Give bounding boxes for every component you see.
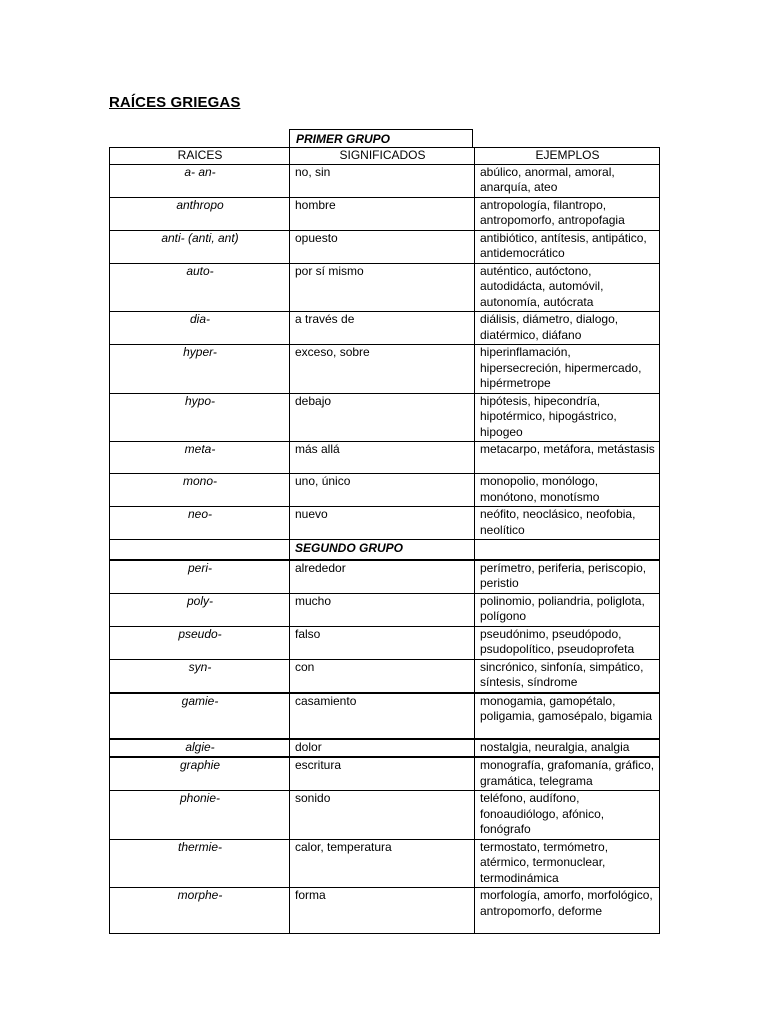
table-row	[110, 442, 660, 474]
table-row	[110, 197, 660, 230]
examples-cell: monografía, grafomanía, gráfico, gramática, telegrama	[475, 757, 660, 791]
root-cell: graphie	[110, 757, 290, 791]
meaning-cell: dolor	[290, 739, 475, 758]
table-row	[110, 164, 660, 197]
examples-cell: monogamia, gamopétalo, poligamia, gamosépalo, bigamia	[475, 693, 660, 739]
root-cell: algie-	[110, 739, 290, 758]
meaning-cell: con	[290, 659, 475, 693]
first-group-label: PRIMER GRUPO	[289, 129, 473, 148]
group-spacer-cell	[475, 540, 660, 560]
table-header-row	[110, 148, 660, 165]
document-title: RAÍCES GRIEGAS	[109, 94, 241, 111]
root-cell: poly-	[110, 593, 290, 626]
examples-cell: metacarpo, metáfora, metástasis	[475, 442, 660, 474]
meaning-cell: más allá	[290, 442, 475, 474]
meaning-cell: opuesto	[290, 230, 475, 263]
root-cell: hypo-	[110, 393, 290, 442]
examples-cell: antibiótico, antítesis, antipático, antidemocrático	[475, 230, 660, 263]
meaning-cell: a través de	[290, 312, 475, 345]
root-cell: gamie-	[110, 693, 290, 739]
table-row	[110, 757, 660, 791]
table-row	[110, 230, 660, 263]
meaning-cell: calor, temperatura	[290, 839, 475, 888]
table-row	[110, 659, 660, 693]
examples-cell: antropología, filantropo, antropomorfo, antropofagia	[475, 197, 660, 230]
second-group-row	[110, 540, 660, 560]
table-row	[110, 474, 660, 507]
examples-cell: hipótesis, hipecondría, hipotérmico, hipogástrico, hipogeo	[475, 393, 660, 442]
examples-cell: diálisis, diámetro, dialogo, diatérmico, diáfano	[475, 312, 660, 345]
examples-cell: pseudónimo, pseudópodo, psudopolítico, pseudoprofeta	[475, 626, 660, 659]
root-cell: meta-	[110, 442, 290, 474]
examples-cell: auténtico, autóctono, autodidácta, automóvil, autonomía, autócrata	[475, 263, 660, 312]
meaning-cell: hombre	[290, 197, 475, 230]
meaning-cell: falso	[290, 626, 475, 659]
meaning-cell: forma	[290, 888, 475, 934]
table-row	[110, 263, 660, 312]
examples-cell: sincrónico, sinfonía, simpático, síntesis, síndrome	[475, 659, 660, 693]
header-roots: RAICES	[110, 148, 290, 165]
table-row	[110, 791, 660, 840]
greek-roots-table	[109, 147, 660, 934]
root-cell: auto-	[110, 263, 290, 312]
root-cell: morphe-	[110, 888, 290, 934]
meaning-cell: casamiento	[290, 693, 475, 739]
root-cell: phonie-	[110, 791, 290, 840]
table-row	[110, 312, 660, 345]
examples-cell: monopolio, monólogo, monótono, monotísmo	[475, 474, 660, 507]
meaning-cell: uno, único	[290, 474, 475, 507]
meaning-cell: debajo	[290, 393, 475, 442]
root-cell: hyper-	[110, 345, 290, 394]
header-meanings: SIGNIFICADOS	[290, 148, 475, 165]
table-row	[110, 739, 660, 758]
root-cell: syn-	[110, 659, 290, 693]
table-row	[110, 839, 660, 888]
root-cell: a- an-	[110, 164, 290, 197]
meaning-cell: escritura	[290, 757, 475, 791]
root-cell: anti- (anti, ant)	[110, 230, 290, 263]
meaning-cell: alrededor	[290, 560, 475, 594]
root-cell: mono-	[110, 474, 290, 507]
examples-cell: teléfono, audífono, fonoaudiólogo, afónico, fonógrafo	[475, 791, 660, 840]
root-cell: neo-	[110, 507, 290, 540]
table-row	[110, 593, 660, 626]
meaning-cell: no, sin	[290, 164, 475, 197]
root-cell: thermie-	[110, 839, 290, 888]
examples-cell: nostalgia, neuralgia, analgia	[475, 739, 660, 758]
table-row	[110, 393, 660, 442]
examples-cell: perímetro, periferia, periscopio, peristio	[475, 560, 660, 594]
examples-cell: termostato, termómetro, atérmico, termonuclear, termodinámica	[475, 839, 660, 888]
examples-cell: neófito, neoclásico, neofobia, neolítico	[475, 507, 660, 540]
root-cell: anthropo	[110, 197, 290, 230]
examples-cell: morfología, amorfo, morfológico, antropomorfo, deforme	[475, 888, 660, 934]
meaning-cell: nuevo	[290, 507, 475, 540]
root-cell: pseudo-	[110, 626, 290, 659]
header-examples: EJEMPLOS	[475, 148, 660, 165]
table-row	[110, 626, 660, 659]
table-row	[110, 560, 660, 594]
examples-cell: polinomio, poliandria, poliglota, polígono	[475, 593, 660, 626]
root-cell: peri-	[110, 560, 290, 594]
meaning-cell: por sí mismo	[290, 263, 475, 312]
examples-cell: abúlico, anormal, amoral, anarquía, ateo	[475, 164, 660, 197]
meaning-cell: sonido	[290, 791, 475, 840]
table-row	[110, 888, 660, 934]
examples-cell: hiperinflamación, hipersecreción, hipermercado, hipérmetrope	[475, 345, 660, 394]
table-row	[110, 507, 660, 540]
meaning-cell: mucho	[290, 593, 475, 626]
table-row	[110, 345, 660, 394]
second-group-label: SEGUNDO GRUPO	[290, 540, 475, 560]
group-spacer-cell	[110, 540, 290, 560]
root-cell: dia-	[110, 312, 290, 345]
meaning-cell: exceso, sobre	[290, 345, 475, 394]
table-row	[110, 693, 660, 739]
